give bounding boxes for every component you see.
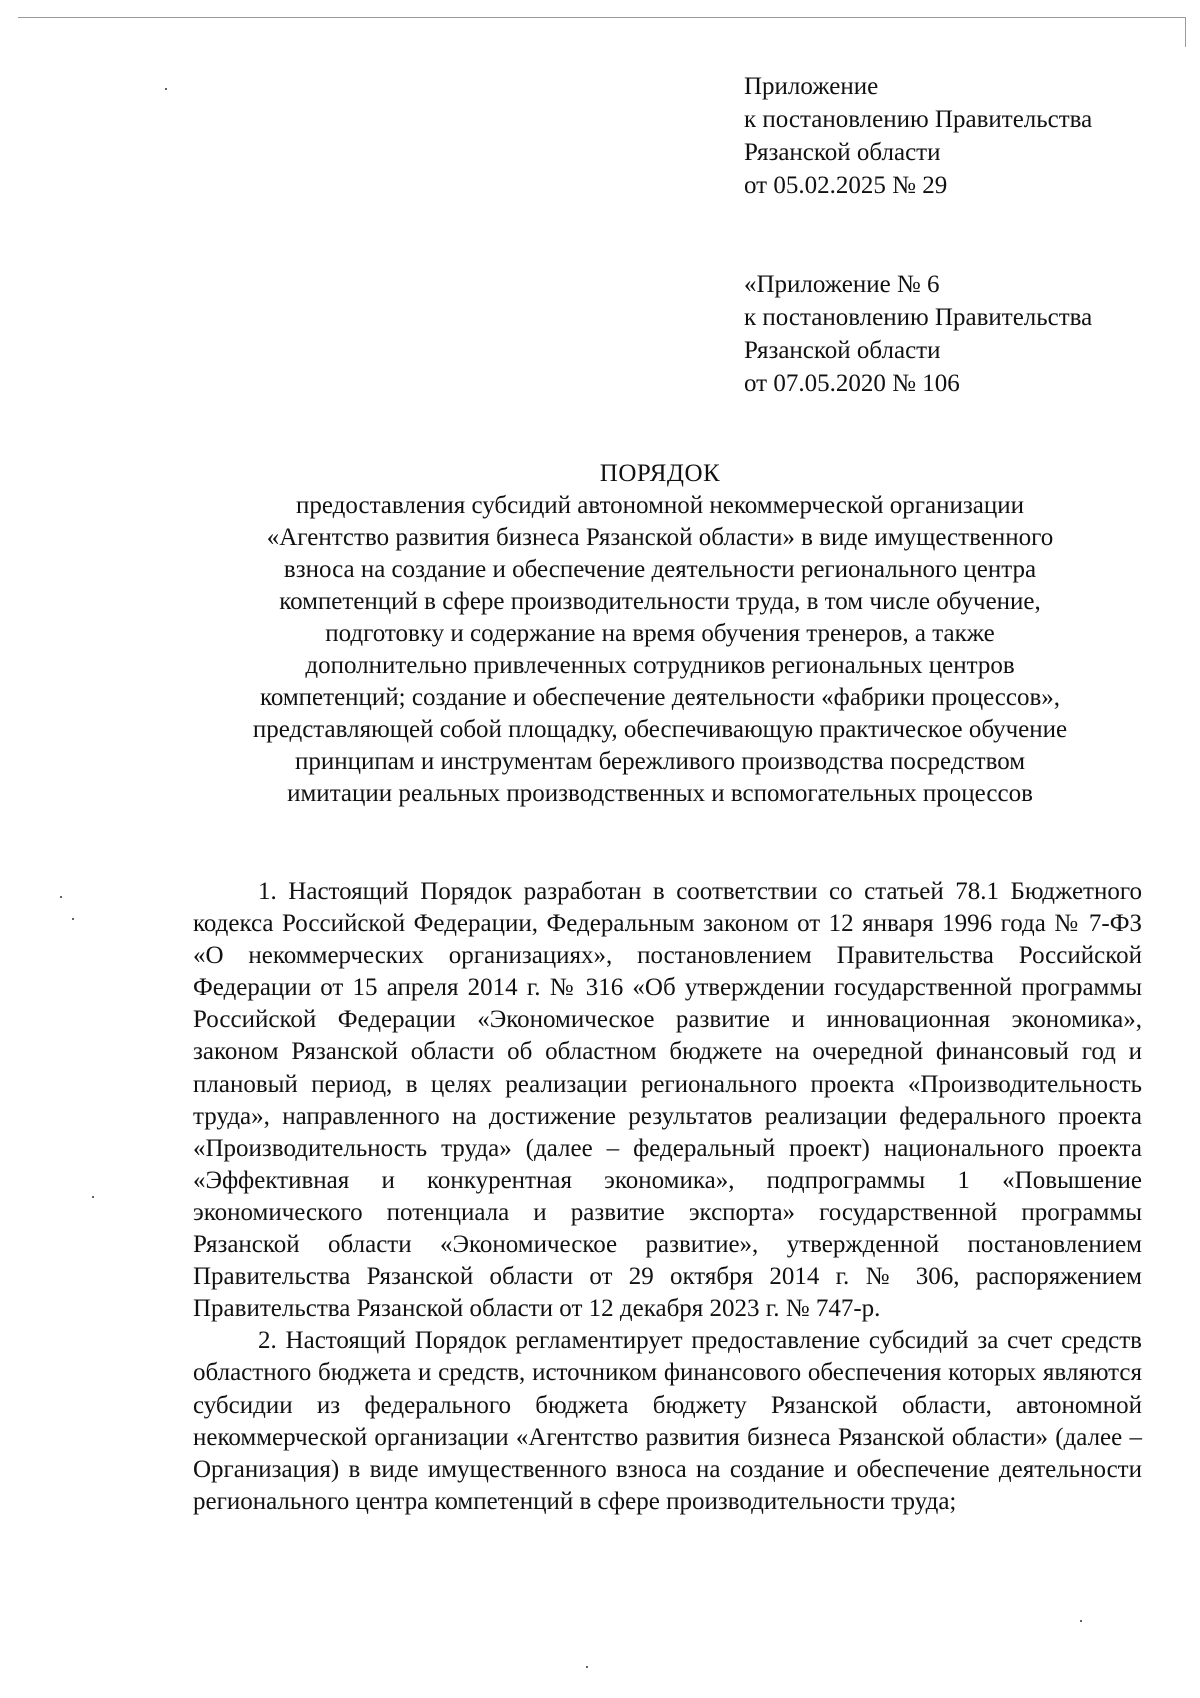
document-subtitle-line: подготовку и содержание на время обучения тренеров, а также xyxy=(325,620,995,647)
document-subtitle-line: «Агентство развития бизнеса Рязанской области» в виде имущественного xyxy=(266,524,1054,551)
scan-edge-line xyxy=(18,17,1186,18)
appendix-line: «Приложение № 6 xyxy=(744,271,940,298)
document-title: ПОРЯДОК xyxy=(599,460,721,487)
document-subtitle-line: дополнительно привлеченных сотрудников региональных центров xyxy=(305,652,1015,679)
paragraph-1: 1. Настоящий Порядок разработан в соответствии со статьей 78.1 Бюджетного кодекса Российской Федерации, Федеральным законом от 12 января 1996 года № 7-ФЗ «О некоммерческих организациях», постановлением Правительства Российской Федерации от 15 апреля 2014 г. № 316 «Об утверждении государственной программы Российской Федерации «Экономическое развитие и инновационная экономика», законом Рязанской области об областном бюджете на очередной финансовый год и плановый период, в целях реализации регионального проекта «Производительность труда», направленного на достижение результатов реализации федерального проекта «Производительность труда» (далее – федеральный проект) национального проекта «Эффективная и конкурентная экономика», подпрограммы 1 «Повышение экономического потенциала и развитие экспорта» государственной программы Рязанской области «Экономическое развитие», утвержденной постановлением Правительства Рязанской области от 29 октября 2014 г. № 306, распоряжением Правительства Рязанской области от 12 декабря 2023 г. № 747-р. xyxy=(193,878,1142,1323)
appendix-line: Рязанской области xyxy=(744,139,941,166)
appendix-header-current xyxy=(744,70,1092,202)
document-subtitle-line: взноса на создание и обеспечение деятельности регионального центра xyxy=(283,556,1037,583)
appendix-header-original xyxy=(744,268,1092,400)
document-subtitle-line: предоставления субсидий автономной некоммерческой организации xyxy=(295,492,1025,519)
appendix-line: Приложение xyxy=(744,73,879,100)
document-title-block xyxy=(180,458,1140,810)
scan-edge-corner xyxy=(1185,17,1186,47)
appendix-line: от 05.02.2025 № 29 xyxy=(744,172,948,199)
paragraph-2: 2. Настоящий Порядок регламентирует предоставление субсидий за счет средств областного бюджета и средств, источником финансового обеспечения которых являются субсидии из федерального бюджета бюджету Рязанской области, автономной некоммерческой организации «Агентство развития бизнеса Рязанской области» (далее – Организация) в виде имущественного взноса на создание и обеспечение деятельности регионального центра компетенций в сфере производительности труда; xyxy=(193,1327,1142,1515)
document-subtitle-line: представляющей собой площадку, обеспечивающую практическое обучение xyxy=(252,716,1068,743)
document-subtitle-line: компетенций; создание и обеспечение деятельности «фабрики процессов», xyxy=(259,684,1061,711)
document-subtitle-line: компетенций в сфере производительности труда, в том числе обучение, xyxy=(279,588,1041,615)
appendix-line: Рязанской области xyxy=(744,337,941,364)
appendix-line: от 07.05.2020 № 106 xyxy=(744,370,960,397)
document-subtitle-line: принципам и инструментам бережливого производства посредством xyxy=(294,748,1026,775)
appendix-line: к постановлению Правительства xyxy=(744,304,1093,331)
document-subtitle-line: имитации реальных производственных и вспомогательных процессов xyxy=(287,780,1033,807)
document-body xyxy=(193,876,1142,1518)
appendix-line: к постановлению Правительства xyxy=(744,106,1093,133)
